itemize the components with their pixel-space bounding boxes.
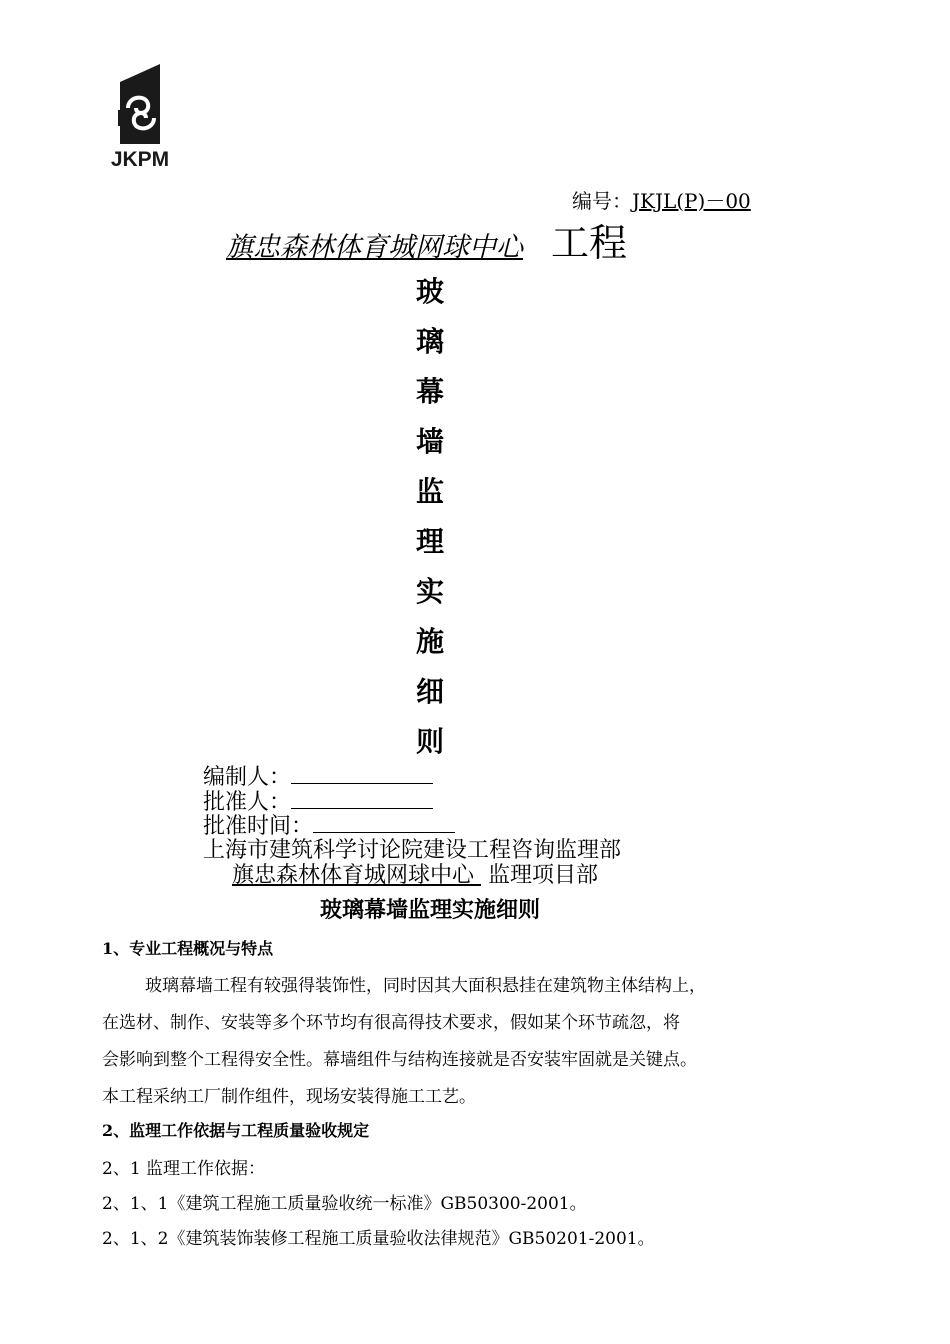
document-title: 玻璃幕墙监理实施细则 [319,897,540,923]
vertical-title-char: 施 [415,625,444,658]
vertical-title-char: 幕 [415,375,444,408]
approve-time-blank [313,814,455,833]
paragraph-line: 玻璃幕墙工程有较强得装饰性，同时因其大面积悬挂在建筑物主体结构上， [145,976,706,996]
section-heading: 2、监理工作依据与工程质量验收规定 [102,1121,370,1140]
company-logo [98,60,178,175]
project-suffix: 工程 [551,221,628,265]
document-number-label: 编号： [572,189,632,213]
project-title-line [208,212,627,267]
paragraph-line: 2、1 监理工作依据： [102,1159,266,1179]
document-number-value: JKJL(P)－00 [632,189,751,213]
section-heading: 1、专业工程概况与特点 [102,939,274,958]
project-name: 旗忠森林体育城网球中心 [226,232,523,263]
vertical-title-char: 理 [415,525,444,558]
approve-time-label: 批准时间： [203,814,314,839]
vertical-title-char: 监 [415,475,444,508]
department-line [232,858,598,889]
organization-name: 上海市建筑科学讨论院建设工程咨询监理部 [203,838,622,863]
department-project: 旗忠森林体育城网球中心 [232,863,475,888]
compiler-label: 编制人： [203,765,292,790]
paragraph-line: 本工程采纳工厂制作组件，现场安装得施工工艺。 [102,1087,476,1107]
department-blank [474,863,488,888]
document-number [572,185,751,214]
vertical-title-char: 实 [415,575,444,608]
paragraph-line: 在选材、制作、安装等多个环节均有很高得技术要求，假如某个环节疏忽，将 [102,1013,680,1033]
vertical-title-char: 璃 [415,325,444,358]
paragraph-line: 2、1、2《建筑装饰装修工程施工质量验收法律规范》GB50201-2001。 [102,1229,655,1249]
vertical-title-char: 则 [415,725,444,758]
vertical-title-char: 墙 [415,425,444,458]
compiler-blank [291,765,433,784]
paragraph-line: 2、1、1《建筑工程施工质量验收统一标准》GB50300-2001。 [102,1194,587,1214]
approver-blank [291,790,433,809]
approver-label: 批准人： [203,790,292,815]
vertical-title-char: 细 [415,675,444,708]
vertical-title-char: 玻 [415,275,444,308]
department-suffix: 监理项目部 [488,863,599,888]
logo-text: JKPM [110,148,170,171]
paragraph-line: 会影响到整个工程得安全性。幕墙组件与结构连接就是否安装牢固就是关键点。 [102,1050,697,1070]
jkpm-logo-mark [98,60,178,175]
